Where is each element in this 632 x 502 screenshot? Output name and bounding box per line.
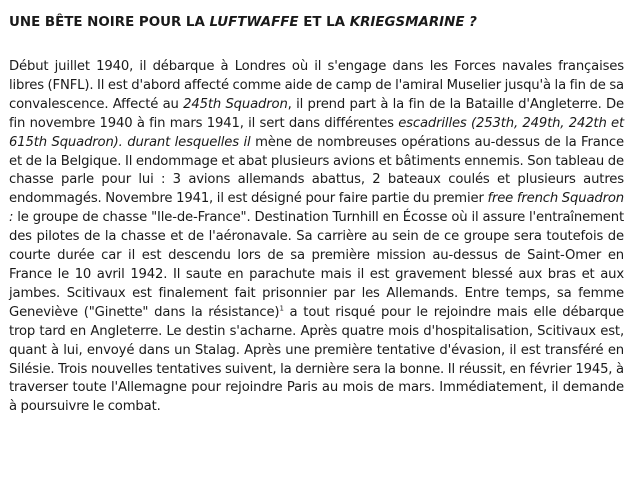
body-italic-squadron: 245th Squadron bbox=[183, 96, 288, 112]
body-italic-free-french: free french Squadron : bbox=[9, 191, 624, 226]
heading-luftwaffe: LUFTWAFFE bbox=[209, 15, 299, 30]
body-italic-escadrilles: escadrilles (253th, 249th, 242th et 615th Squadron). durant lesquelles il bbox=[9, 115, 625, 150]
heading-kriegsmarine: KRIEGSMARINE ? bbox=[349, 15, 477, 30]
footnote-ref[interactable]: 1 bbox=[279, 304, 284, 313]
body-text-4: le groupe de chasse "Ile-de-France". Destination Turnhill en Écosse où il assure l'entraînement des pilotes de la chasse et de l'aéronavale. Sa carrière au sein de ce groupe sera toutefois de courte durée car il est descendu lors de sa première mission au-dessus de Saint-Omer en France le 10 avril 1942. Il saute en parachute mais il est gravement blessé aux bras et aux jambes. Scitivaux est finalement fait prisonnier par les Allemands. Entre temps, sa femme Geneviève ("Ginette" dans la résistance) bbox=[9, 210, 624, 320]
section-heading bbox=[9, 14, 624, 32]
body-paragraph bbox=[9, 58, 624, 417]
body-text-1: Début juillet 1940, il débarque à Londres où il s'engage dans les Forces navales françaises libres (FNFL). Il est d'abord affecté comme aide de camp de l'amiral Muselier jusqu'à la fin de sa convalescence. Affecté au bbox=[9, 59, 624, 112]
body-text-3: mène de nombreuses opérations au-dessus de la France et de la Belgique. Il endommage et abat plusieurs avions et bâtiments ennemis. Son tableau de chasse parle pour lui : 3 avions allemands abattus, 2 bateaux coulés et plusieurs autres endommagés. Novembre 1941, il est désigné pour faire partie du premier bbox=[9, 134, 625, 207]
heading-text-2: ET LA bbox=[298, 15, 350, 30]
heading-text: UNE BÊTE NOIRE POUR LA bbox=[9, 15, 210, 30]
body-text-2: , il prend part à la fin de la Bataille d'Angleterre. De fin novembre 1940 à fin mars 1941, il sert dans différentes bbox=[9, 96, 624, 131]
body-text-5: a tout risqué pour le rejoindre mais elle débarque trop tard en Angleterre. Le destin s'acharne. Après quatre mois d'hospitalisation, Scitivaux est, quant à lui, envoyé dans un Stalag. Après une première tentative d'évasion, il est transféré en Silésie. Trois nouvelles tentatives suivent, la dernière sera la bonne. Il réussit, en février 1945, à traverser toute l'Allemagne pour rejoindre Paris au mois de mars. Immédiatement, il demande à poursuivre le combat. bbox=[9, 304, 624, 415]
